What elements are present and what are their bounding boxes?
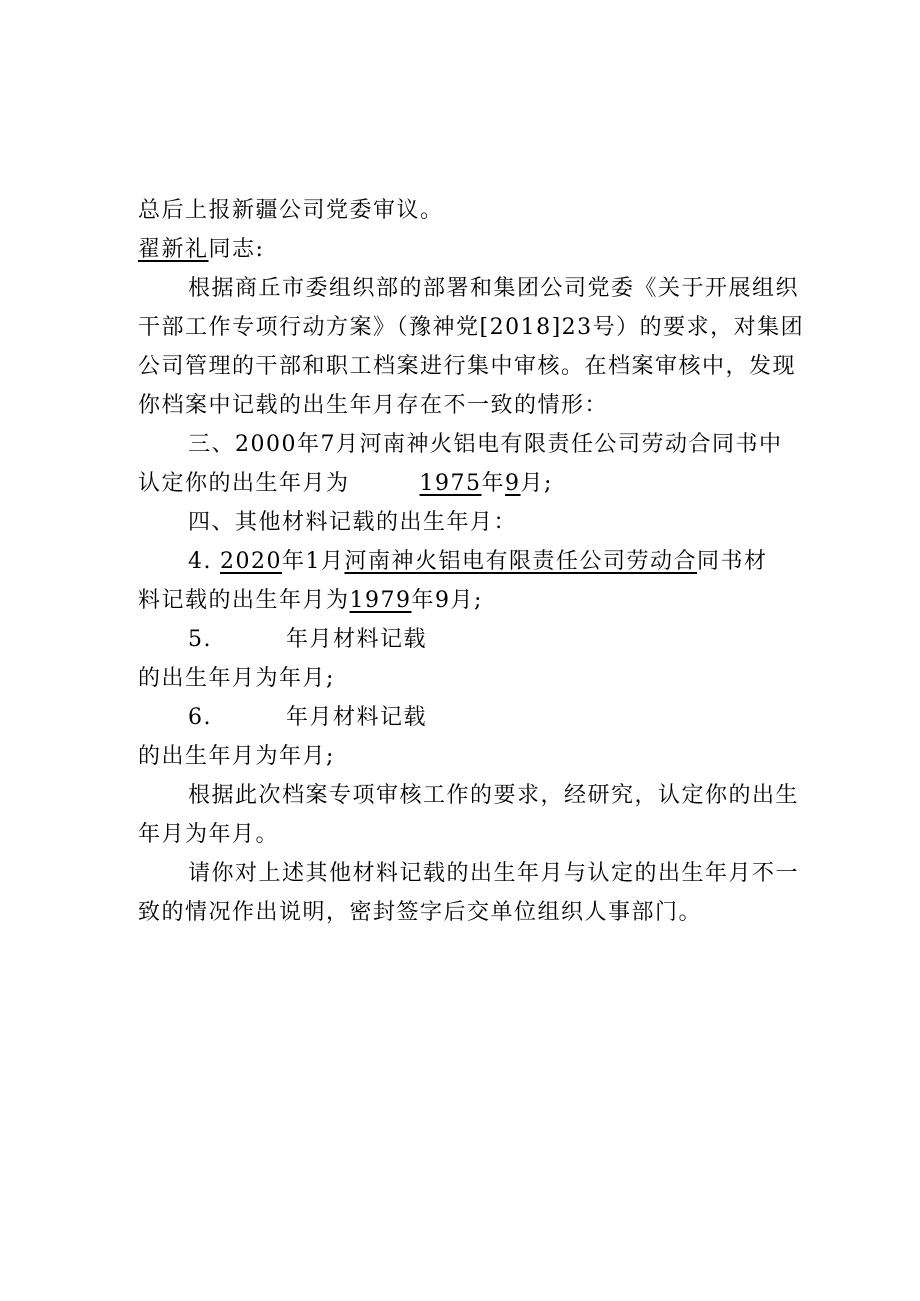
sub-item-text: 年月材料记载 [286, 705, 428, 730]
item-four-heading: 四、其他材料记载的出生年月： [188, 510, 518, 535]
contract-year-field: 2020 [220, 549, 282, 574]
item-three-line: 三、2000年7月河南神火铝电有限责任公司劳动合同书中 [188, 432, 783, 457]
item-three-date-line [138, 470, 553, 498]
sub-item-6-line2: 的出生年月为年月; [138, 744, 335, 769]
contract-tail: 同书材 [697, 549, 768, 574]
sub-item-number: 5. [188, 627, 212, 652]
paragraph-line: 年月为年月。 [138, 822, 280, 847]
paragraph-line: 干部工作专项行动方案》（豫神党[2018]23号）的要求，对集团 [138, 315, 805, 340]
text-line: 总后上报新疆公司党委审议。 [138, 198, 444, 223]
sub-item-4-line [188, 548, 768, 576]
month-unit: 月; [520, 471, 553, 496]
salutation [138, 236, 264, 264]
sub-item-5-line2: 的出生年月为年月; [138, 666, 335, 691]
contract-date-text: 年1月 [282, 549, 345, 574]
recipient-name: 翟新礼 [138, 237, 209, 262]
sub-item-number: 6. [188, 705, 212, 730]
paragraph-line: 致的情况作出说明，密封签字后交单位组织人事部门。 [138, 900, 703, 925]
contract-organization-field: 河南神火铝电有限责任公司劳动合 [344, 549, 698, 574]
paragraph-line: 根据此次档案专项审核工作的要求，经研究，认定你的出生 [188, 783, 800, 808]
paragraph-line: 请你对上述其他材料记载的出生年月与认定的出生年月不一 [188, 861, 800, 886]
sub-item-text: 年月材料记载 [286, 627, 428, 652]
recorded-birth-year-field: 1979 [349, 588, 412, 613]
year-unit: 年 [481, 471, 506, 496]
birth-month-field: 9 [505, 471, 521, 496]
sub-item-5-line [188, 626, 427, 654]
sub-item-4-line2 [138, 587, 483, 615]
paragraph-line: 你档案中记载的出生年月存在不一致的情形： [138, 393, 609, 418]
birth-year-field: 1975 [419, 471, 482, 496]
sub-item-6-line [188, 704, 427, 732]
paragraph-line: 根据商丘市委组织部的部署和集团公司党委《关于开展组织 [188, 276, 800, 301]
salutation-suffix: 同志: [208, 237, 265, 262]
date-prefix: 料记载的出生年月为 [138, 588, 350, 613]
paragraph-line: 公司管理的干部和职工档案进行集中审核。在档案审核中，发现 [138, 354, 797, 379]
recorded-birth-tail: 年9月; [411, 588, 483, 613]
sub-item-number: 4. [188, 549, 212, 574]
date-prefix: 认定你的出生年月为 [138, 471, 350, 496]
